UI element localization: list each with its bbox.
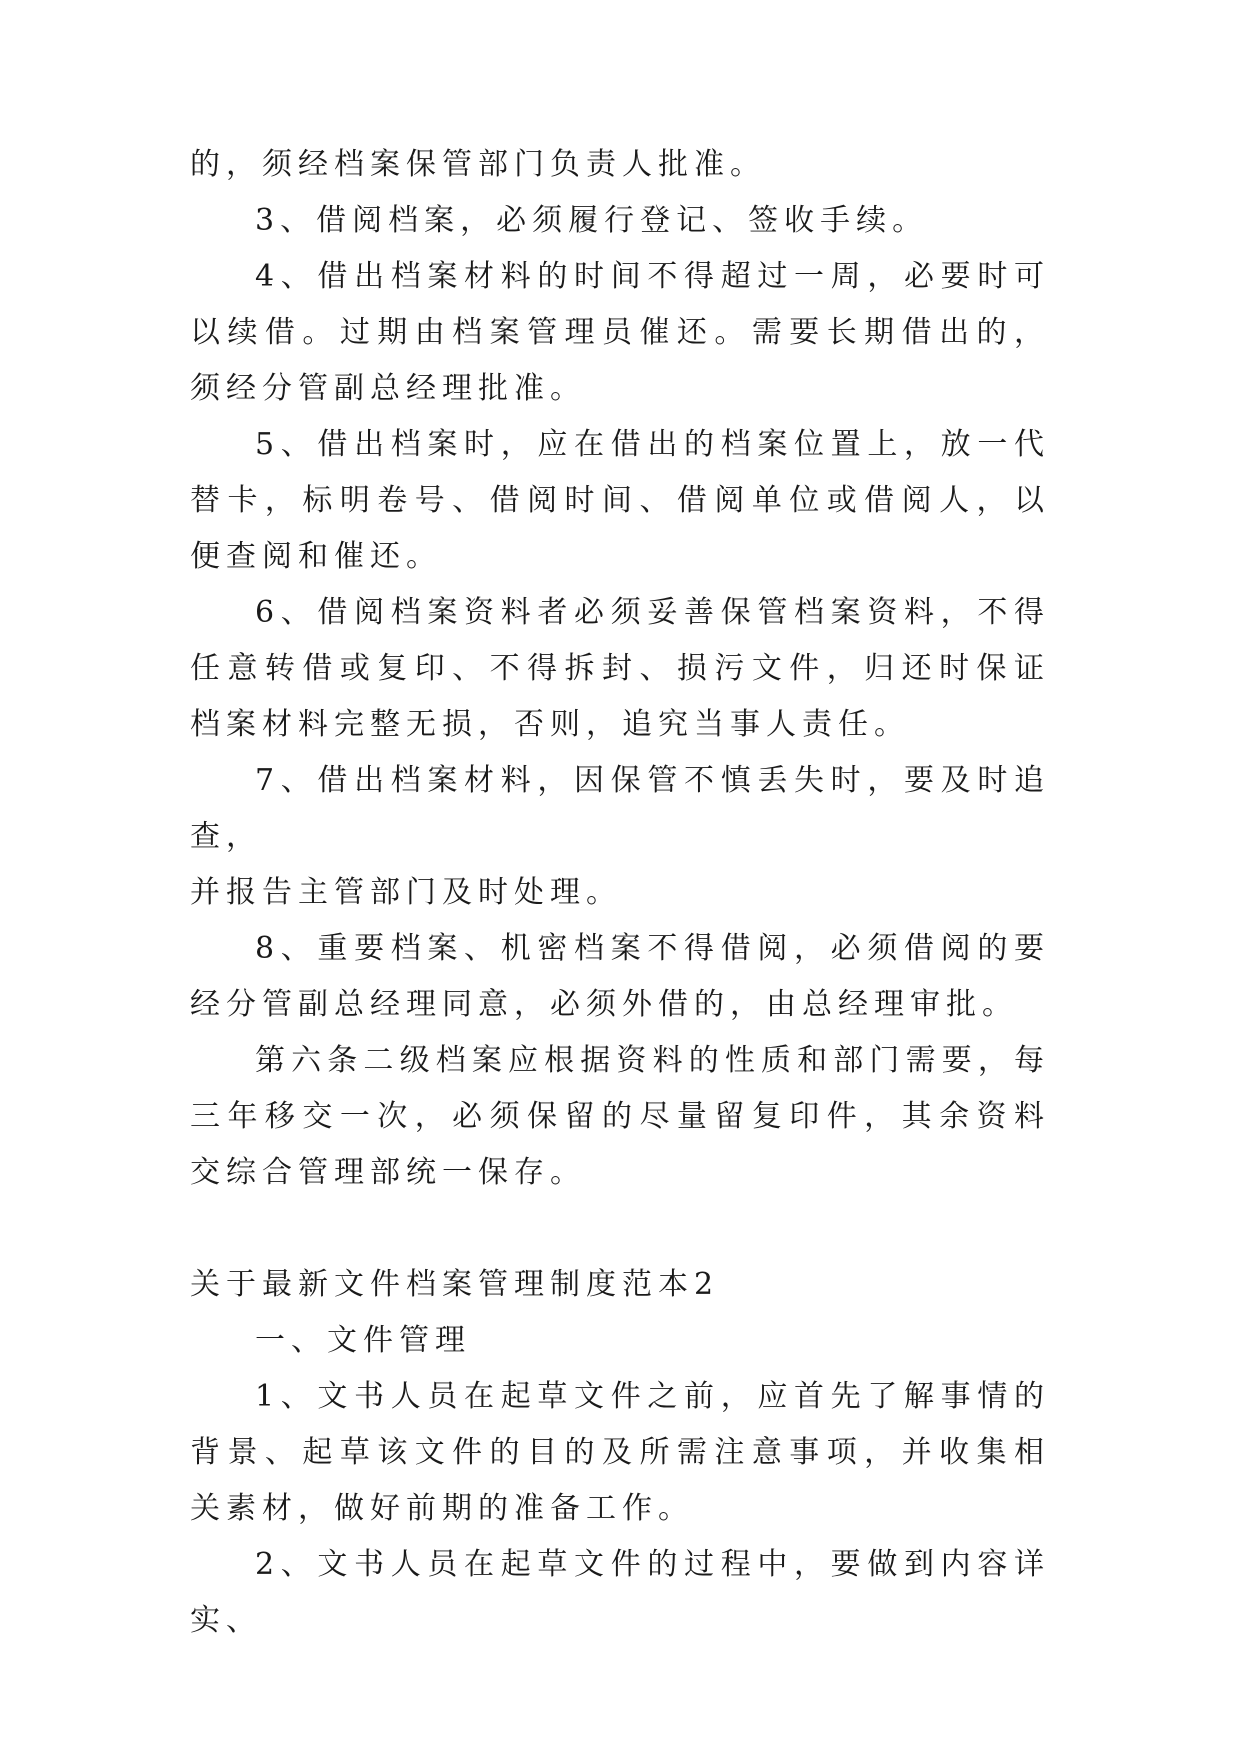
paragraph-item-6: 6、借阅档案资料者必须妥善保管档案资料，不得任意转借或复印、不得拆封、损污文件，归还时保证档案材料完整无损，否则，追究当事人责任。 xyxy=(190,595,1050,742)
section-title: 关于最新文件档案管理制度范本2 xyxy=(190,1267,720,1302)
paragraph-item-5: 5、借出档案时，应在借出的档案位置上，放一代替卡，标明卷号、借阅时间、借阅单位或借阅人，以便查阅和催还。 xyxy=(190,427,1050,574)
document-body xyxy=(190,137,1050,1649)
section-paragraph-item-2: 2、文书人员在起草文件的过程中，要做到内容详实、 xyxy=(190,1547,1050,1638)
paragraph-item-7: 7、借出档案材料，因保管不慎丢失时，要及时追查， xyxy=(190,763,1050,854)
paragraph-item-3: 3、借阅档案，必须履行登记、签收手续。 xyxy=(255,203,929,238)
paragraph-item-4: 4、借出档案材料的时间不得超过一周，必要时可以续借。过期由档案管理员催还。需要长期借出的，须经分管副总经理批准。 xyxy=(190,259,1050,406)
paragraph-continuation: 的，须经档案保管部门负责人批准。 xyxy=(190,147,766,182)
section-heading-file-management: 一、文件管理 xyxy=(255,1323,471,1358)
section-paragraph-item-1: 1、文书人员在起草文件之前，应首先了解事情的背景、起草该文件的目的及所需注意事项，并收集相关素材，做好前期的准备工作。 xyxy=(190,1379,1050,1526)
paragraph-article-6: 第六条二级档案应根据资料的性质和部门需要，每三年移交一次，必须保留的尽量留复印件，其余资料交综合管理部统一保存。 xyxy=(190,1043,1050,1190)
paragraph-item-7-continuation: 并报告主管部门及时处理。 xyxy=(190,875,622,910)
paragraph-item-8: 8、重要档案、机密档案不得借阅，必须借阅的要经分管副总经理同意，必须外借的，由总经理审批。 xyxy=(190,931,1050,1022)
section-gap xyxy=(190,1201,1050,1257)
